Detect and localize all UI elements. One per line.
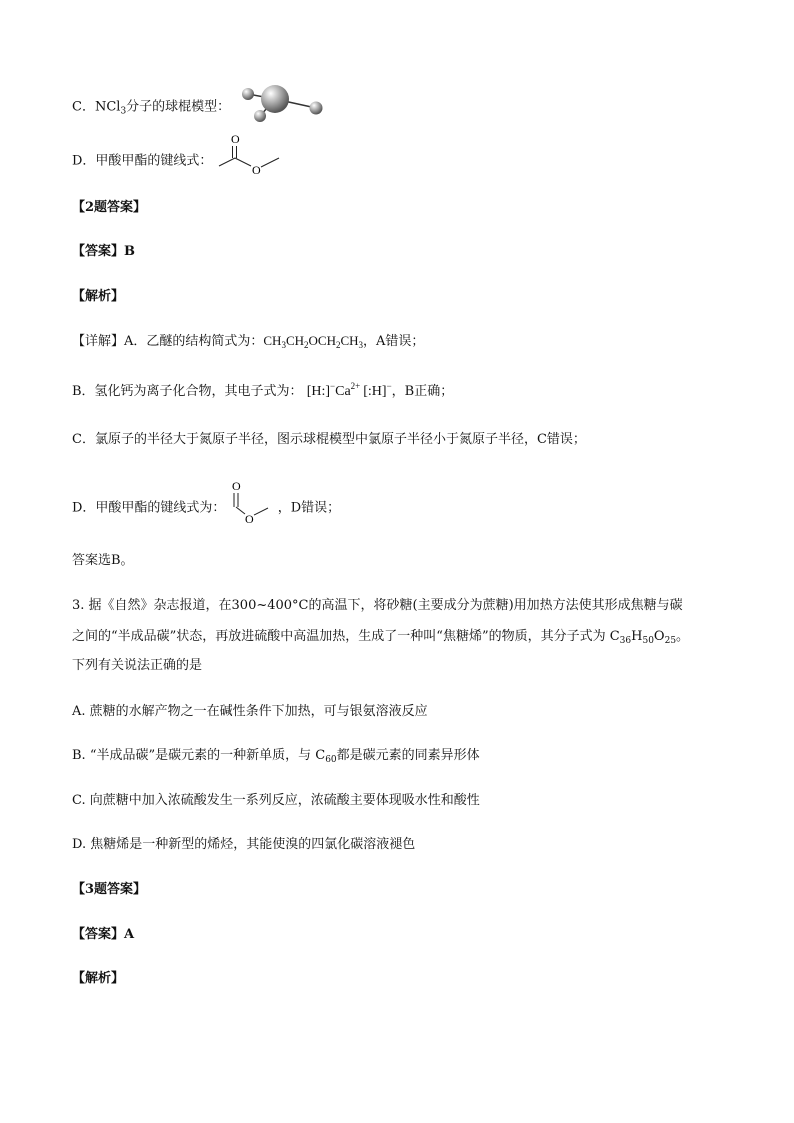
ester-oxygen-label: O bbox=[244, 512, 254, 525]
q3-formula-sub: 50 bbox=[642, 636, 654, 646]
option-c-line bbox=[72, 82, 326, 132]
q3-formula-sub: 25 bbox=[664, 636, 677, 646]
q3-option-c: C. 向蔗糖中加入浓硫酸发生一系列反应，浓硫酸主要体现吸水性和酸性 bbox=[72, 793, 480, 808]
q3-stem-line-3: 下列有关说法正确的是 bbox=[72, 658, 203, 673]
q3-option-d: D. 焦糖烯是一种新型的烯烃，其能使溴的四氯化碳溶液褪色 bbox=[72, 837, 416, 852]
formula-sub: 2 bbox=[304, 340, 309, 350]
formula-charge: − bbox=[330, 381, 336, 391]
formula-part: CH bbox=[340, 333, 359, 348]
formula-right: [:H] bbox=[363, 384, 387, 399]
q2-analysis-heading: 【解析】 bbox=[72, 289, 125, 304]
formula-part: CH bbox=[263, 333, 282, 348]
option-c-prefix: C．NCl bbox=[72, 99, 121, 115]
q3-option-a: A. 蔗糖的水解产物之一在碱性条件下加热，可与银氨溶液反应 bbox=[72, 704, 428, 719]
detail-a-suffix: ，A错误； bbox=[363, 334, 425, 349]
q3-answer bbox=[72, 925, 134, 945]
formula-part: OCH bbox=[308, 333, 336, 348]
ball-stick-model-icon bbox=[234, 82, 326, 132]
formula-sub: 2 bbox=[335, 340, 341, 350]
q3-line2-suffix: 。 bbox=[676, 629, 690, 644]
methyl-formate-structure-icon bbox=[217, 132, 287, 176]
detail-d-suffix: ，D错误； bbox=[277, 500, 341, 516]
q3-stem-line-2 bbox=[72, 627, 689, 647]
formula-sub: 3 bbox=[358, 340, 364, 350]
ether-formula bbox=[263, 333, 363, 348]
q2-answer-text: 【答案】B bbox=[72, 244, 135, 259]
ester-oxygen-label: O bbox=[251, 163, 261, 176]
q3-answer-text: 【答案】A bbox=[72, 927, 135, 942]
formula-sub: 3 bbox=[281, 340, 286, 350]
formula-ca: Ca bbox=[335, 384, 351, 399]
q3-option-b-sub: 60 bbox=[325, 755, 337, 765]
methyl-formate-structure-icon bbox=[230, 479, 274, 525]
q2-answer bbox=[72, 242, 135, 262]
detail-b-line bbox=[72, 382, 453, 402]
detail-d-prefix: D．甲酸甲酯的键线式为： bbox=[72, 500, 226, 516]
option-c-sub: 3 bbox=[120, 106, 127, 117]
formula-charge: − bbox=[386, 381, 392, 391]
option-d-line bbox=[72, 132, 287, 176]
q3-analysis-heading: 【解析】 bbox=[72, 971, 125, 986]
formula-left: [H:] bbox=[306, 384, 331, 399]
q3-stem-line-1: 3. 据《自然》杂志报道，在300~400°C的高温下，将砂糖(主要成分为蔗糖)用加热方法使其形成焦糖与碳 bbox=[72, 598, 683, 613]
q3-formula-part: H bbox=[631, 629, 643, 644]
detail-c-line: C．氯原子的半径大于氮原子半径，图示球棍模型中氯原子半径小于氮原子半径，C错误； bbox=[72, 432, 586, 447]
option-c-suffix: 分子的球棍模型： bbox=[126, 99, 231, 115]
q2-answer-heading: 【2题答案】 bbox=[72, 200, 147, 215]
electron-formula bbox=[306, 381, 392, 399]
q3-option-b-suffix: 都是碳元素的同素异形体 bbox=[336, 748, 480, 763]
q3-option-b bbox=[72, 746, 480, 766]
detail-b-prefix: B．氢化钙为离子化合物，其电子式为： bbox=[72, 384, 303, 399]
q3-answer-heading: 【3题答案】 bbox=[72, 882, 147, 897]
detail-d-line bbox=[72, 479, 341, 525]
carbonyl-oxygen-label: O bbox=[230, 132, 240, 146]
q3-line2-prefix: 之间的“半成品碳”状态，再放进硫酸中高温加热，生成了一种叫“焦糖烯”的物质，其分子式为 C bbox=[72, 629, 620, 644]
answer-select: 答案选B。 bbox=[72, 553, 134, 568]
option-d-text: D．甲酸甲酯的键线式： bbox=[72, 153, 213, 169]
formula-part: CH bbox=[285, 333, 305, 348]
carbonyl-oxygen-label: O bbox=[231, 479, 241, 493]
formula-ca-charge: 2+ bbox=[350, 381, 361, 391]
q3-option-b-prefix: B. “半成品碳”是碳元素的一种新单质，与 C bbox=[72, 748, 326, 763]
q3-formula-part: O bbox=[653, 629, 665, 644]
detail-a-prefix: 【详解】A．乙醚的结构简式为： bbox=[72, 334, 264, 349]
q3-formula-sub: 36 bbox=[619, 636, 632, 646]
detail-b-suffix: ，B正确； bbox=[391, 384, 454, 399]
detail-a-line bbox=[72, 331, 424, 352]
